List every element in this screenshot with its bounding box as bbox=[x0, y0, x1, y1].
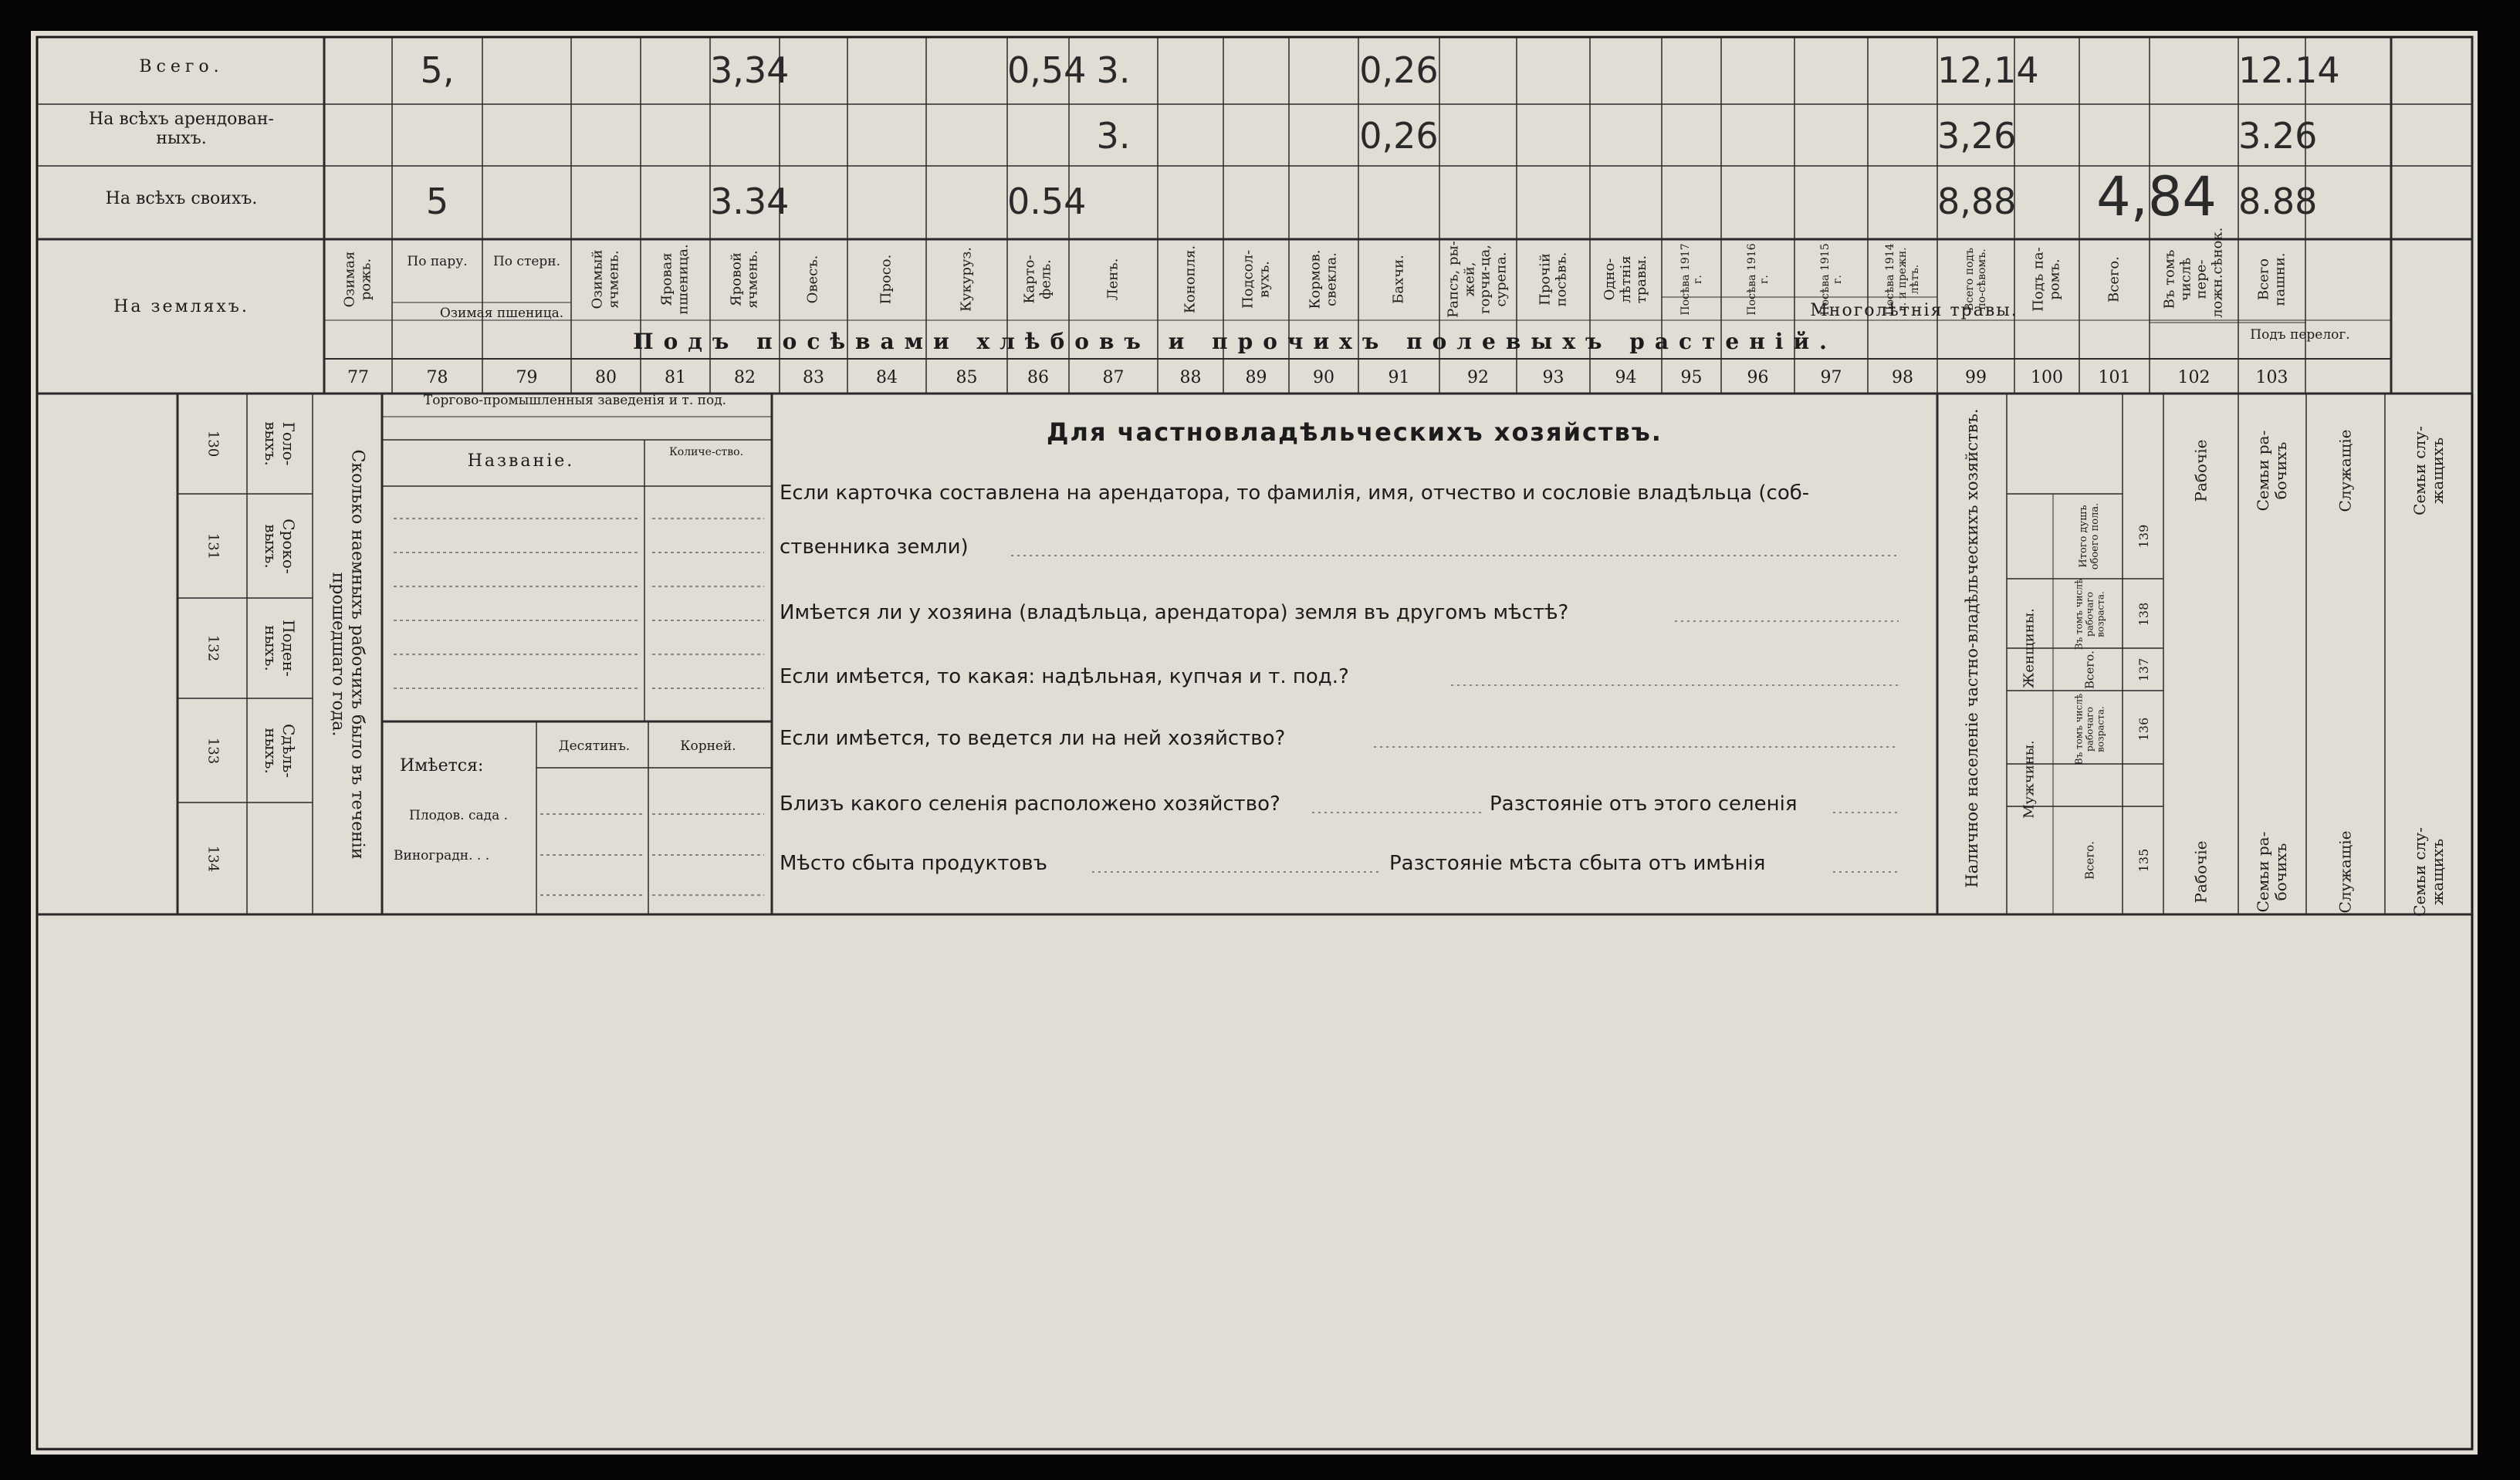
col-number-98: 98 bbox=[1892, 368, 1913, 387]
row-label-arend: На всѣхъ арендован- ныхъ. bbox=[89, 110, 274, 149]
sown-header-83: Овесъ. bbox=[804, 255, 821, 304]
question-1a: Если карточка составлена на арендатора, то фамилія, имя, отчество и сословіе владѣльца (соб- bbox=[780, 482, 1810, 505]
sown-header-88: Конопля. bbox=[1182, 245, 1199, 314]
sown-header-84: Просо. bbox=[878, 254, 895, 305]
worker-number-132: 132 bbox=[205, 634, 222, 662]
question-1b: ственника земли) bbox=[780, 536, 969, 559]
census-card-sheet bbox=[31, 31, 2478, 1455]
col-number-77: 77 bbox=[347, 368, 369, 387]
sown-header-85: Кукуруз. bbox=[958, 247, 975, 313]
sown-header-79: По стерн. bbox=[492, 254, 561, 269]
pop-col-bottom-1: Семьи ра-бочихъ bbox=[2254, 831, 2290, 913]
worker-number-133: 133 bbox=[205, 737, 222, 764]
col-number-79: 79 bbox=[516, 368, 538, 387]
trade-imeetsya: Имѣется: bbox=[400, 756, 484, 775]
pop-muzhchiny: Мужчины. bbox=[2021, 740, 2038, 819]
col-number-91: 91 bbox=[1388, 368, 1410, 387]
hw-vsego-c86: 0,54 bbox=[1007, 49, 1087, 91]
pop-itogo-dush: Итого душъ обоего пола. bbox=[2078, 502, 2101, 570]
sown-header-100: Подъ па-ромъ. bbox=[2030, 247, 2062, 312]
sown-header-94: Одно-лѣтнія травы. bbox=[1601, 255, 1649, 304]
trade-sad: Плодов. сада . bbox=[409, 808, 509, 823]
pop-number-139: 139 bbox=[2136, 524, 2151, 549]
worker-number-131: 131 bbox=[205, 532, 222, 559]
hw-vsego-c99: 12,14 bbox=[1937, 49, 2039, 91]
col-number-85: 85 bbox=[956, 368, 978, 387]
pop-col-top-2: Служащіе bbox=[2336, 429, 2355, 512]
trade-qty-col: Количе-ство. bbox=[668, 446, 744, 458]
trade-korney: Корней. bbox=[680, 738, 736, 754]
question-3: Если имѣется, то какая: надѣльная, купчая и т. под.? bbox=[780, 665, 1349, 688]
hw-svoikh-c103: 8.88 bbox=[2238, 181, 2318, 222]
pop-zhen-vsego: Всего. bbox=[2082, 650, 2097, 689]
sown-header-82: Яровой ячмень. bbox=[728, 250, 760, 309]
pop-col-top-0: Рабочіе bbox=[2191, 439, 2210, 502]
pop-muzh-vsego: Всего. bbox=[2082, 841, 2097, 880]
hw-svoikh-c101: 4,84 bbox=[2096, 165, 2217, 228]
pop-vertical-title: Наличное населеніе частно-владѣльческихъ хозяйствъ. bbox=[1962, 408, 1981, 888]
pop-number-135: 135 bbox=[2136, 848, 2151, 873]
perelog-label: Подъ перелог. bbox=[2250, 327, 2350, 343]
pop-col-bottom-0: Рабочіе bbox=[2191, 840, 2210, 904]
pop-zhen-rab: Въ томъ числѣ рабочаго возраста. bbox=[2073, 578, 2106, 650]
col-number-90: 90 bbox=[1313, 368, 1334, 387]
hw-vsego-c87: 3. bbox=[1096, 49, 1131, 91]
hw-vsego-c103: 12.14 bbox=[2238, 49, 2340, 91]
hw-arend-c99: 3,26 bbox=[1937, 115, 2017, 157]
col-number-103: 103 bbox=[2255, 368, 2288, 387]
trade-name-col: Названіе. bbox=[467, 451, 575, 471]
sown-header-77: Озимая рожь. bbox=[341, 251, 374, 308]
pop-col-bottom-3: Семьи слу-жащихъ bbox=[2410, 827, 2447, 917]
col-number-87: 87 bbox=[1102, 368, 1125, 387]
col-number-86: 86 bbox=[1027, 368, 1049, 387]
private-title: Для частновладѣльческихъ хозяйствъ. bbox=[1047, 417, 1663, 447]
hw-svoikh-c78: 5 bbox=[425, 181, 449, 222]
row-label-svoikh: На всѣхъ своихъ. bbox=[105, 189, 258, 208]
col-number-92: 92 bbox=[1467, 368, 1489, 387]
hw-vsego-c78: 5, bbox=[420, 49, 455, 91]
worker-number-130: 130 bbox=[205, 430, 222, 458]
question-4: Если имѣется, то ведется ли на ней хозяйство? bbox=[780, 727, 1286, 750]
col-number-80: 80 bbox=[595, 368, 617, 387]
sown-header-98: Посѣва 1914 г. и прежн. лѣтъ. bbox=[1883, 243, 1922, 316]
question-2: Имѣется ли у хозяина (владѣльца, арендатора) земля въ другомъ мѣстѣ? bbox=[780, 601, 1569, 624]
mnogoletnie-label: Многолѣтнія травы. bbox=[1810, 301, 2018, 320]
col-number-82: 82 bbox=[734, 368, 756, 387]
col-number-97: 97 bbox=[1820, 368, 1842, 387]
pop-number-136: 136 bbox=[2136, 717, 2151, 742]
hw-svoikh-c82: 3.34 bbox=[710, 181, 790, 222]
col-number-95: 95 bbox=[1680, 368, 1703, 387]
question-6b: Разстояніе мѣста сбыта отъ имѣнія bbox=[1389, 852, 1766, 875]
col-number-96: 96 bbox=[1747, 368, 1769, 387]
trade-title: Торгово-промышленныя заведенія и т. под. bbox=[423, 393, 727, 408]
sown-header-80: Озимый ячмень. bbox=[589, 249, 621, 309]
worker-label-0: Голо-выхъ. bbox=[262, 421, 298, 466]
pop-muzh-rab: Въ томъ числѣ рабочаго возраста. bbox=[2073, 693, 2106, 765]
hw-svoikh-c86: 0.54 bbox=[1007, 181, 1087, 222]
sown-header-87: Ленъ. bbox=[1104, 258, 1121, 301]
col-number-94: 94 bbox=[1615, 368, 1637, 387]
sown-header-81: Яровая пшеница. bbox=[658, 244, 691, 315]
col-number-78: 78 bbox=[426, 368, 448, 387]
trade-desyatin: Десятинъ. bbox=[558, 738, 631, 754]
col-number-89: 89 bbox=[1245, 368, 1267, 387]
sown-header-103: Всего пашни. bbox=[2254, 252, 2288, 306]
pop-number-137: 137 bbox=[2136, 657, 2151, 682]
workers-vertical-title: Сколько наемныхъ рабочихъ было въ теченіи прошедшаго года. bbox=[328, 449, 367, 860]
col-number-83: 83 bbox=[803, 368, 824, 387]
sown-header-102: Въ томъ числѣ пере-ложн.сѣнок. bbox=[2161, 227, 2226, 318]
sown-header-93: Прочій посѣвъ. bbox=[1536, 252, 1569, 307]
hw-arend-c87: 3. bbox=[1096, 115, 1131, 157]
pop-col-top-3: Семьи слу-жащихъ bbox=[2410, 426, 2447, 515]
sown-header-95: Посѣва 1917 г. bbox=[1679, 243, 1704, 316]
col-number-93: 93 bbox=[1542, 368, 1564, 387]
main-band-label: Подъ посѣвами хлѣбовъ и прочихъ полевыхъ растеній. bbox=[633, 329, 1837, 354]
question-5a: Близъ какого селенія расположено хозяйство? bbox=[780, 792, 1280, 816]
hw-arend-c103: 3.26 bbox=[2238, 115, 2318, 157]
sown-header-78: По пару. bbox=[407, 254, 468, 269]
worker-label-3: Сдѣль-ныхъ. bbox=[262, 723, 298, 778]
question-5b: Разстояніе отъ этого селенія bbox=[1490, 792, 1798, 816]
col-number-100: 100 bbox=[2031, 368, 2063, 387]
worker-label-2: Поден-ныхъ. bbox=[262, 620, 298, 677]
trade-vinograd: Виноградн. . . bbox=[394, 848, 490, 863]
sown-header-97: Посѣва 1915 г. bbox=[1818, 243, 1844, 316]
pop-number-138: 138 bbox=[2136, 602, 2151, 627]
sown-header-91: Бахчи. bbox=[1390, 255, 1407, 304]
sown-header-101: Всего. bbox=[2106, 256, 2123, 302]
col-number-99: 99 bbox=[1965, 368, 1987, 387]
col-number-88: 88 bbox=[1179, 368, 1202, 387]
hw-svoikh-c99: 8,88 bbox=[1937, 181, 2017, 222]
row-label-vsego: Всего. bbox=[139, 57, 224, 76]
col-number-102: 102 bbox=[2177, 368, 2210, 387]
hw-vsego-c82: 3,34 bbox=[710, 49, 790, 91]
col-number-81: 81 bbox=[665, 368, 686, 387]
pop-col-top-1: Семьи ра-бочихъ bbox=[2254, 430, 2290, 512]
sown-header-92: Рапсъ, ры-жей, горчи-ца, сурепа. bbox=[1445, 241, 1510, 318]
col-number-101: 101 bbox=[2098, 368, 2131, 387]
worker-number-134: 134 bbox=[205, 845, 222, 872]
sown-header-89: Подсол-вухъ. bbox=[1239, 249, 1272, 309]
row-label-na-zemlyakh: На земляхъ. bbox=[113, 297, 249, 316]
question-6a: Мѣсто сбыта продуктовъ bbox=[780, 852, 1047, 875]
pop-col-bottom-2: Служащіе bbox=[2336, 830, 2355, 914]
sown-header-90: Кормов. свекла. bbox=[1307, 249, 1339, 309]
sown-header-86: Карто-фель. bbox=[1021, 255, 1054, 304]
pop-zhenshchiny: Женщины. bbox=[2021, 608, 2038, 688]
sown-header-96: Посѣва 1916 г. bbox=[1745, 243, 1771, 316]
ozimaya-pshenitsa-label: Озимая пшеница. bbox=[439, 306, 564, 321]
sown-header-99: Всего подъ по-сѣвомъ. bbox=[1963, 248, 1988, 311]
col-number-84: 84 bbox=[876, 368, 898, 387]
hw-arend-c91: 0,26 bbox=[1359, 115, 1439, 157]
worker-label-1: Сроко-выхъ. bbox=[262, 518, 298, 574]
hw-vsego-c91: 0,26 bbox=[1359, 49, 1439, 91]
